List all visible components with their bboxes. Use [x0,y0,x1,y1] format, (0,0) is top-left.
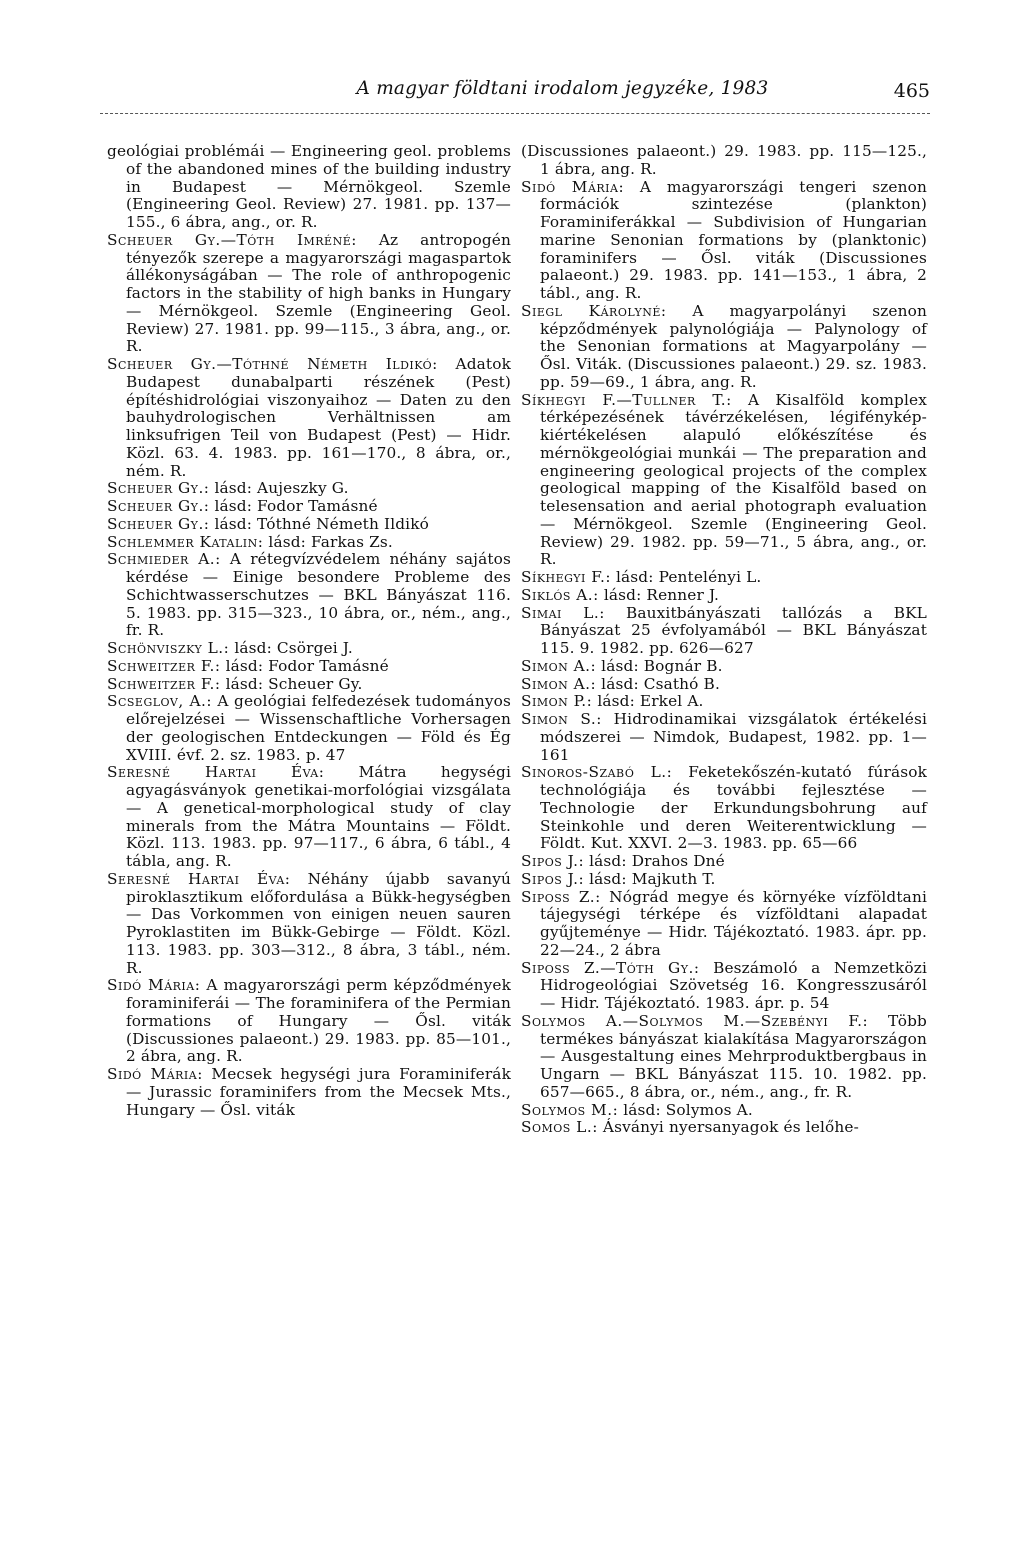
entry-text: Bauxitbányászati tallózás a BKL Bányászat 25 évfolyamából — BKL Bányászat 115. 9. 1982. pp. 626—627 [540,603,927,657]
entry-text: A magyarországi perm képződmények foraminiferái — The foraminifera of the Permian formations of Hungary — Ősl. viták (Discussiones palaeont.) 29. 1983. pp. 85—101., 2 ábra, ang. R. [126,976,511,1066]
author-name: Síkhegyi F.—Tullner T.: [521,390,732,409]
author-name: Siposs Z.: [521,887,601,906]
entry-text: lásd: Majkuth T. [584,869,716,888]
entry-text: lásd: Csathó B. [596,674,720,693]
bibliography-entry [521,179,927,303]
bibliography-entry [107,551,511,640]
author-name: Schlemmer Katalin: [107,532,264,551]
entry-text: Mecsek hegységi jura Foraminiferák — Jurassic foraminifers from the Mecsek Mts., Hungary — Ősl. viták [126,1065,511,1119]
author-name: Scheuer Gy.: [107,479,210,498]
header-rule [100,113,930,114]
author-name: Síkhegyi F.: [521,568,611,586]
entry-text: lásd: Renner J. [598,585,720,604]
bibliography-entry [521,392,927,570]
author-name: Siposs Z.—Tóth Gy.: [521,958,700,977]
entry-text: (Discussiones palaeont.) 29. 1983. pp. 115—125., 1 ábra, ang. R. [521,142,927,178]
author-name: Scheuer Gy.—Tóth Imréné: [107,230,357,249]
bibliography-entry [107,871,511,978]
bibliography-entry [107,977,511,1066]
bibliography-entry [107,693,511,764]
bibliography-entry [521,676,927,694]
entry-text: Beszámoló a Nemzetközi Hidrogeológiai Szövetség 16. Kongresszusáról — Hidr. Tájékoztató. 1983. ápr. p. 54 [540,958,928,1012]
author-name: Schweitzer F.: [107,674,221,693]
author-name: Sipos J.: [521,869,585,888]
author-name: Solymos A.—Solymos M.—Szebényi F.: [521,1011,869,1030]
entry-text: Feketekőszén-kutató fúrások technológiája és további fejlesztése — Technologie der Erkundungsbohrung auf Steinkohle und deren Weiterentwicklung — Földt. Kut. XXVI. 2—3. 1983. pp. 65—66 [540,763,927,853]
entry-text: lásd: Fodor Tamásné [209,497,378,515]
author-name: Scheuer Gy.: [107,514,210,533]
entry-text: Ásványi nyersanyagok és lelőhe- [597,1118,859,1137]
author-name: Siegl Károlyné: [521,301,667,320]
entry-text: lásd: Solymos A. [618,1100,753,1119]
right-column [521,143,927,1137]
entry-text: lásd: Pentelényi L. [610,568,762,586]
bibliography-entry [521,960,927,1013]
author-name: Schmieder A.: [107,550,221,569]
author-name: Simon P.: [521,692,593,711]
entry-text: Adatok Budapest dunabalparti részének (Pest) építéshidrológiai viszonyaihoz — Daten zu den bauhydrologischen Verhältnissen am linksufrigen Teil von Budapest (Pest) — Hidr. Közl. 63. 4. 1983. pp. 161—170., 8 ábra, or., ném. R. [126,355,511,480]
bibliography-entry [521,303,927,392]
bibliography-entry [107,143,511,232]
page-header [100,78,930,118]
bibliography-entry [521,853,927,871]
entry-text: lásd: Tóthné Németh Ildikó [209,514,429,533]
author-name: Schweitzer F.: [107,656,221,675]
author-name: Seresné Hartai Éva: [107,763,325,782]
bibliography-entry [521,605,927,658]
author-name: Scheuer Gy.—Tóthné Németh Ildikó: [107,355,438,373]
author-name: Simon S.: [521,710,602,728]
entry-text: lásd: Drahos Dné [584,852,725,870]
entry-text: A rétegvízvédelem néhány sajátos kérdése — Einige besondere Probleme des Schichtwasserschutzes — BKL Bányászat 116. 5. 1983. pp. 315—323., 10 ábra, or., ném., ang., fr. R. [126,550,512,640]
entry-text: A magyarpolányi szenon képződmények palynológiája — Palynology of the Senonian formations at Magyarpolány — Ősl. Viták. (Discussiones palaeont.) 29. sz. 1983. pp. 59—69., 1 ábra, ang. R. [540,301,927,391]
bibliography-entry [521,764,927,853]
author-name: Simai L.: [521,603,605,622]
entry-text: lásd: Csörgei J. [229,639,353,657]
entry-text: Hidrodinamikai vizsgálatok értékelési módszerei — Nimdok, Budapest, 1982. pp. 1—161 [540,710,927,764]
bibliography-entry [521,569,927,587]
bibliography-entry [107,1066,511,1119]
entry-text: A geológiai felfedezések tudományos előrejelzései — Wissenschaftliche Vorhersagen der geologischen Entdeckungen — Föld és Ég XVIII. évf. 2. sz. 1983. p. 47 [126,692,511,764]
left-column [107,143,511,1119]
bibliography-entry [521,658,927,676]
bibliography-entry [521,143,927,179]
author-name: Simon A.: [521,674,597,693]
bibliography-entry [107,764,511,871]
author-name: Sinoros-Szabó L.: [521,763,673,782]
author-name: Simon A.: [521,656,597,675]
author-name: Schönviszky L.: [107,639,230,657]
entry-text: lásd: Fodor Tamásné [220,656,389,675]
running-title: A magyar földtani irodalom jegyzéke, 1983 [356,78,769,99]
author-name: Sipos J.: [521,852,585,870]
entry-text: lásd: Aujeszky G. [209,479,349,498]
bibliography-entry [521,693,927,711]
bibliography-entry [521,587,927,605]
author-name: Scseglov, A.: [107,692,213,711]
author-name: Sidó Mária: [107,976,201,995]
bibliography-entry [107,498,511,516]
bibliography-entry [521,711,927,764]
entry-text: A magyarországi tengeri szenon formációk szintezése (plankton) Foraminiferákkal — Subdivision of Hungarian marine Senonian formations by (planktonic) foraminifers — Ősl. viták (Discussiones palaeont.) 29. 1983. pp. 141—153., 1 ábra, 2 tábl., ang. R. [540,177,927,302]
bibliography-entry [107,480,511,498]
bibliography-entry [521,871,927,889]
author-name: Sidó Mária: [521,177,625,196]
entry-text: Néhány újabb savanyú piroklasztikum előfordulása a Bükk-hegységben — Das Vorkommen von einigen neuen sauren Pyroklastiten im Bükk-Gebirge — Földt. Közl. 113. 1983. pp. 303—312., 8 ábra, 3 tábl., ném. R. [126,869,511,977]
author-name: Scheuer Gy.: [107,497,210,515]
bibliography-entry [107,534,511,552]
entry-text: A Kisalföld komplex térképezésének távérzékelésen, légifénykép-kiértékelésen alapuló előkészítése és mérnökgeológiai munkái — The preparation and engineering geological projects of the complex geological mapping of the Kisalföld based on telesensation and aerial photograph evaluation — Mérnökgeol. Szemle (Engineering Geol. Review) 29. 1982. pp. 59—71., 5 ábra, ang., or. R. [540,390,927,569]
bibliography-entry [107,658,511,676]
entry-text: lásd: Scheuer Gy. [220,674,363,693]
bibliography-entry [521,1013,927,1102]
entry-text: Az antropogén tényezők szerepe a magyarországi magaspartok állékonyságában — The role of anthropogenic factors in the stability of high banks in Hungary — Mérnökgeol. Szemle (Engineering Geol. Review) 27. 1981. pp. 99—115., 3 ábra, ang., or. R. [126,230,511,356]
entry-text: lásd: Erkel A. [592,692,704,711]
author-name: Somos L.: [521,1118,598,1137]
author-name: Seresné Hartai Éva: [107,869,291,888]
bibliography-entry [521,1102,927,1120]
entry-text: Több termékes bányászat kialakítása Magyarországon — Ausgestaltung eines Mehrproduktbergbaus in Ungarn — BKL Bányászat 115. 10. 1982. pp. 657—665., 8 ábra, or., ném., ang., fr. R. [540,1011,927,1101]
bibliography-entry [521,1119,927,1137]
bibliography-entry [107,232,511,356]
author-name: Sidó Mária: [107,1065,203,1083]
bibliography-entry [521,889,927,960]
bibliography-entry [107,676,511,694]
entry-text: lásd: Farkas Zs. [263,532,393,551]
entry-text: geológiai problémái — Engineering geol. problems of the abandoned mines of the building industry in Budapest — Mérnökgeol. Szemle (Engineering Geol. Review) 27. 1981. pp. 137—155., 6 ábra, ang., or. R. [107,142,511,231]
bibliography-entry [107,640,511,658]
entry-text: lásd: Bognár B. [596,656,723,675]
bibliography-entry [107,356,511,480]
bibliography-entry [107,516,511,534]
author-name: Siklós A.: [521,585,599,604]
entry-text: Nógrád megye és környéke vízföldtani tájegységi térképe és vízföldtani alapadat gyűjteménye — Hidr. Tájékoztató. 1983. ápr. pp. 22—24., 2 ábra [540,887,927,959]
entry-text: Mátra hegységi agyagásványok genetikai-morfológiai vizsgálata — A genetical-morphological study of clay minerals from the Mátra Mountains — Földt. Közl. 113. 1983. pp. 97—117., 6 ábra, 6 tábl., 4 tábla, ang. R. [126,763,511,870]
page-number: 465 [893,80,930,102]
author-name: Solymos M.: [521,1100,619,1119]
